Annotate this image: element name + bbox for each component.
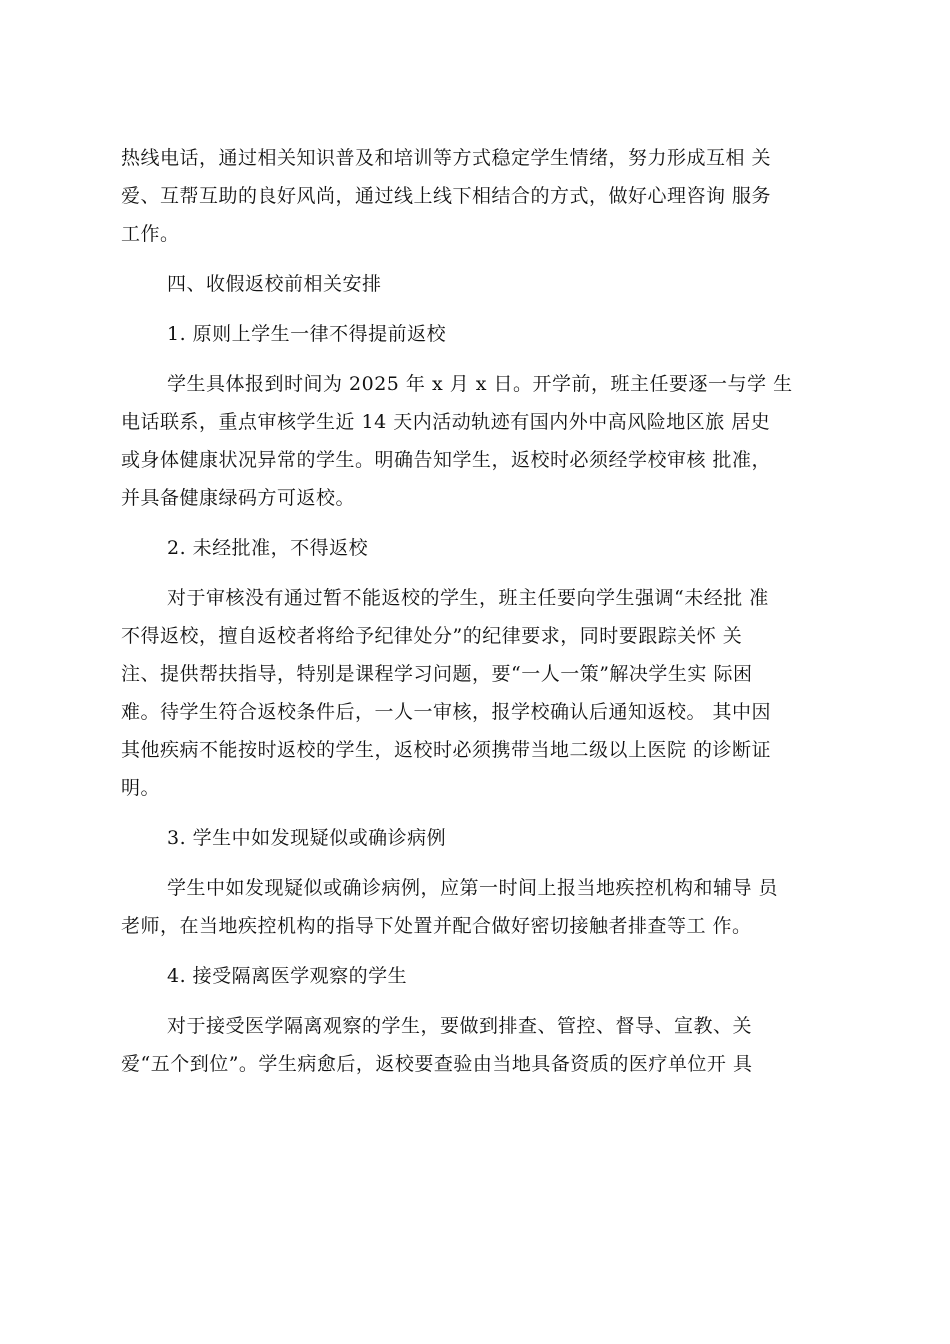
text-line: 难。待学生符合返校条件后，一人一审核，报学校确认后通知返校。 其中因 bbox=[121, 701, 772, 723]
heading-text: 4. 接受隔离医学观察的学生 bbox=[167, 965, 408, 987]
subheading-1 bbox=[121, 315, 841, 353]
text-line: 爱、互帮互助的良好风尚，通过线上线下相结合的方式，做好心理咨询 服务 bbox=[121, 185, 772, 207]
text-line: 不得返校，擅自返校者将给予纪律处分”的纪律要求，同时要跟踪关怀 关 bbox=[121, 625, 743, 647]
text-line: 或身体健康状况异常的学生。明确告知学生，返校时必须经学校审核 批准， bbox=[121, 449, 772, 471]
paragraph-unapproved bbox=[121, 579, 841, 807]
paragraph-hotline bbox=[121, 139, 841, 253]
text-line: 热线电话，通过相关知识普及和培训等方式稳定学生情绪，努力形成互相 关 bbox=[121, 147, 772, 169]
text-line: 学生具体报到时间为 2025 年 x 月 x 日。开学前，班主任要逐一与学 生 bbox=[167, 373, 793, 395]
text-line: 工作。 bbox=[121, 223, 180, 245]
text-line: 电话联系，重点审核学生近 14 天内活动轨迹有国内外中高风险地区旅 居史 bbox=[121, 411, 771, 433]
heading-text: 3. 学生中如发现疑似或确诊病例 bbox=[167, 827, 447, 849]
paragraph-suspected-cases bbox=[121, 869, 841, 945]
text-line: 其他疾病不能按时返校的学生，返校时必须携带当地二级以上医院 的诊断证 bbox=[121, 739, 772, 761]
text-line: 学生中如发现疑似或确诊病例，应第一时间上报当地疾控机构和辅导 员 bbox=[167, 877, 779, 899]
text-line: 注、提供帮扶指导，特别是课程学习问题，要“一人一策”解决学生实 际困 bbox=[121, 663, 753, 685]
paragraph-quarantine bbox=[121, 1007, 841, 1083]
text-line: 老师，在当地疾控机构的指导下处置并配合做好密切接触者排查等工 作。 bbox=[121, 915, 752, 937]
subheading-3 bbox=[121, 819, 841, 857]
subheading-2 bbox=[121, 529, 841, 567]
subheading-4 bbox=[121, 957, 841, 995]
heading-text: 1. 原则上学生一律不得提前返校 bbox=[167, 323, 447, 345]
text-line: 对于接受医学隔离观察的学生，要做到排查、管控、督导、宣教、关 bbox=[167, 1015, 753, 1037]
document-body bbox=[121, 139, 841, 1083]
text-line: 爱“五个到位”。学生病愈后，返校要查验由当地具备资质的医疗单位开 具 bbox=[121, 1053, 753, 1075]
paragraph-report-time bbox=[121, 365, 841, 517]
text-line: 明。 bbox=[121, 777, 161, 799]
heading-text: 四、收假返校前相关安排 bbox=[167, 273, 382, 295]
text-line: 对于审核没有通过暂不能返校的学生，班主任要向学生强调“未经批 准 bbox=[167, 587, 769, 609]
text-line: 并具备健康绿码方可返校。 bbox=[121, 487, 356, 509]
section-heading-4 bbox=[121, 265, 841, 303]
heading-text: 2. 未经批准，不得返校 bbox=[167, 537, 369, 559]
